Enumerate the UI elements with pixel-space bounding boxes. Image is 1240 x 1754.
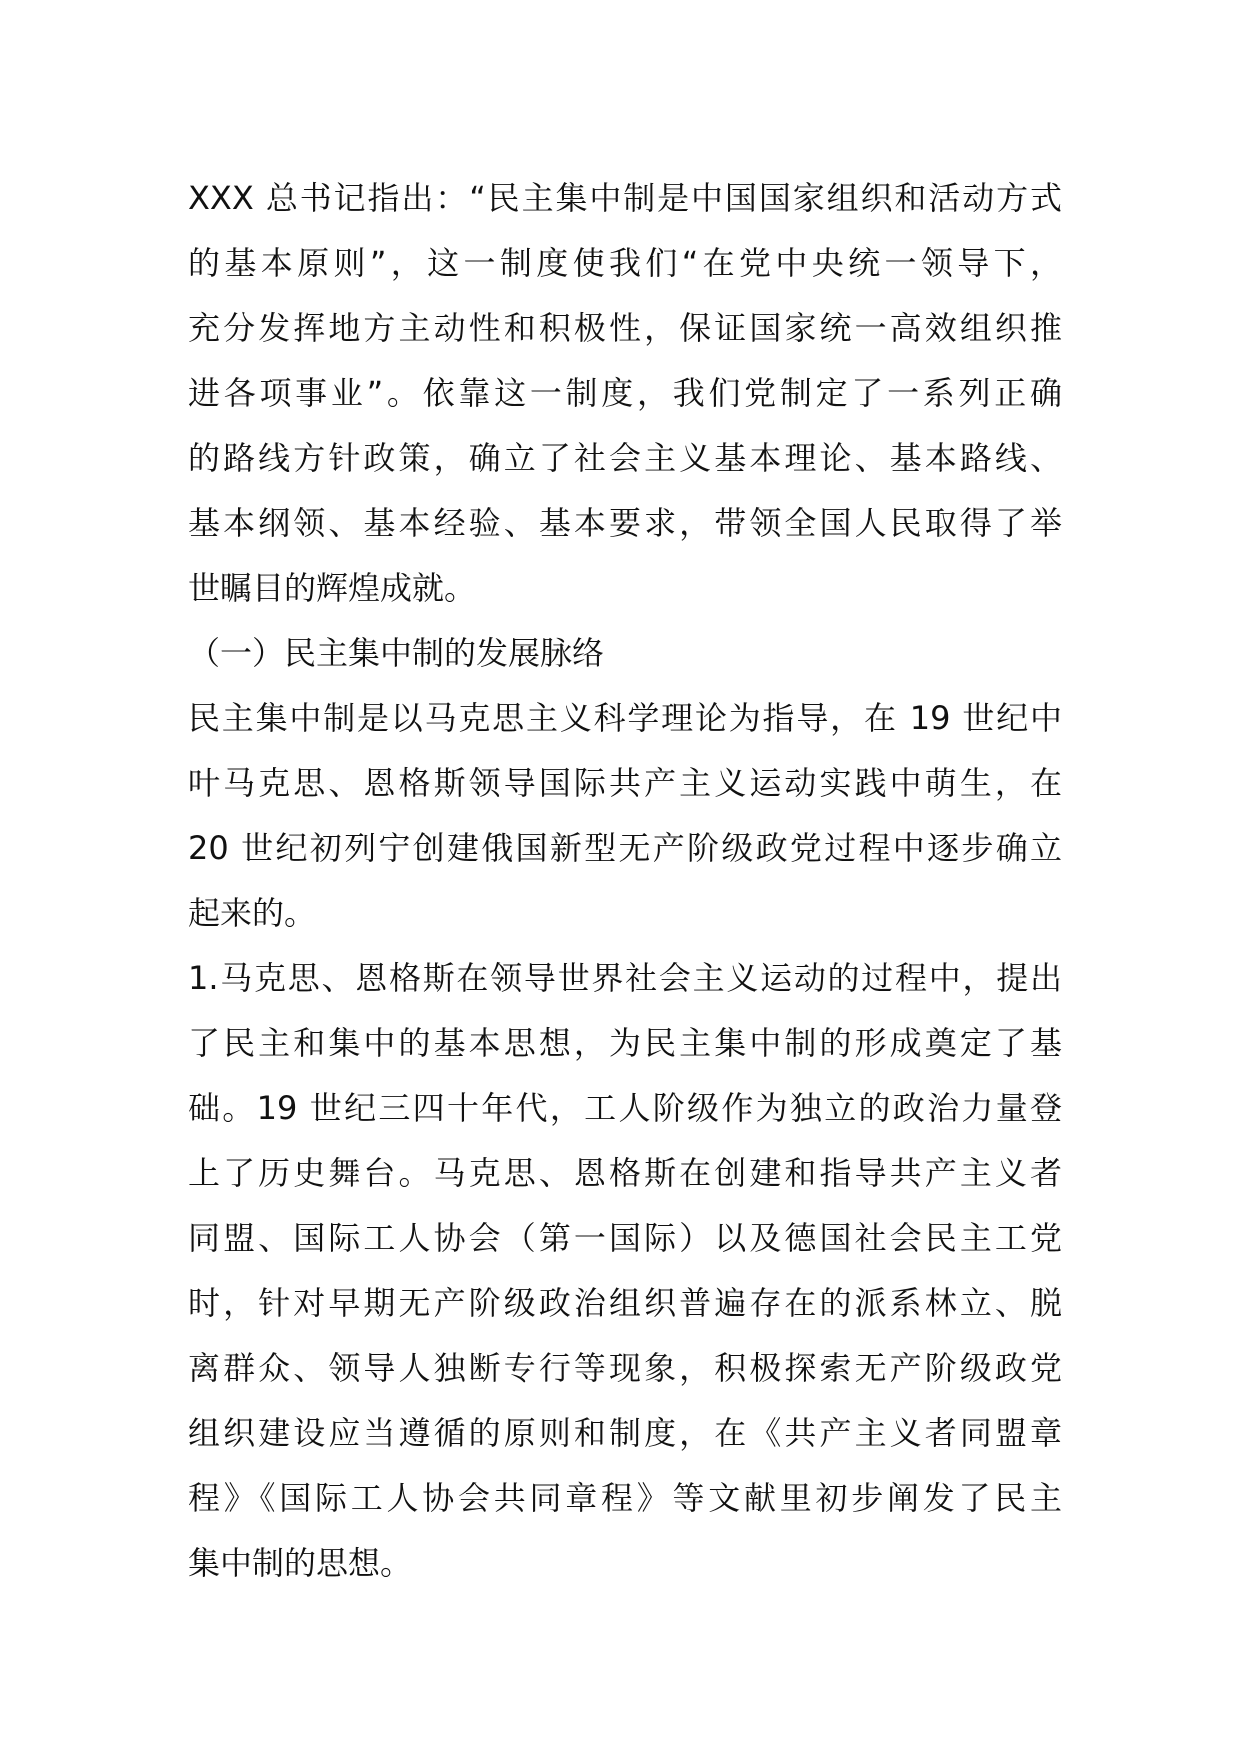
paragraph-3-line-6: 时，针对早期无产阶级政治组织普遍存在的派系林立、脱 [188, 1284, 1062, 1322]
paragraph-2-line-3: 20 世纪初列宁创建俄国新型无产阶级政党过程中逐步确立 [188, 829, 1062, 867]
paragraph-1-line-3: 充分发挥地方主动性和积极性，保证国家统一高效组织推 [188, 309, 1062, 347]
paragraph-3-line-8: 组织建设应当遵循的原则和制度，在《共产主义者同盟章 [188, 1414, 1062, 1452]
paragraph-3-line-10: 集中制的思想。 [188, 1544, 413, 1582]
paragraph-1-line-7: 世瞩目的辉煌成就。 [188, 569, 477, 607]
paragraph-1-line-6: 基本纲领、基本经验、基本要求，带领全国人民取得了举 [188, 504, 1062, 542]
section-heading: （一）民主集中制的发展脉络 [188, 634, 605, 672]
paragraph-1-line-4: 进各项事业”。依靠这一制度，我们党制定了一系列正确 [188, 374, 1062, 412]
paragraph-1-line-2: 的基本原则”，这一制度使我们“在党中央统一领导下， [188, 244, 1062, 282]
paragraph-2-line-4: 起来的。 [188, 894, 317, 932]
paragraph-3-line-3: 础。19 世纪三四十年代，工人阶级作为独立的政治力量登 [188, 1089, 1062, 1127]
paragraph-2-line-2: 叶马克思、恩格斯领导国际共产主义运动实践中萌生，在 [188, 764, 1062, 802]
paragraph-1-line-5: 的路线方针政策，确立了社会主义基本理论、基本路线、 [188, 439, 1062, 477]
paragraph-3-line-2: 了民主和集中的基本思想，为民主集中制的形成奠定了基 [188, 1024, 1062, 1062]
document-body [188, 166, 1062, 1596]
paragraph-2-line-1: 民主集中制是以马克思主义科学理论为指导，在 19 世纪中 [188, 699, 1062, 737]
paragraph-3-line-9: 程》《国际工人协会共同章程》等文献里初步阐发了民主 [188, 1479, 1062, 1517]
paragraph-3-line-1: 1.马克思、恩格斯在领导世界社会主义运动的过程中，提出 [188, 959, 1062, 997]
paragraph-3-line-7: 离群众、领导人独断专行等现象，积极探索无产阶级政党 [188, 1349, 1062, 1387]
paragraph-1-line-1: XXX 总书记指出：“民主集中制是中国国家组织和活动方式 [188, 179, 1062, 217]
paragraph-3-line-5: 同盟、国际工人协会（第一国际）以及德国社会民主工党 [188, 1219, 1062, 1257]
paragraph-3-line-4: 上了历史舞台。马克思、恩格斯在创建和指导共产主义者 [188, 1154, 1062, 1192]
